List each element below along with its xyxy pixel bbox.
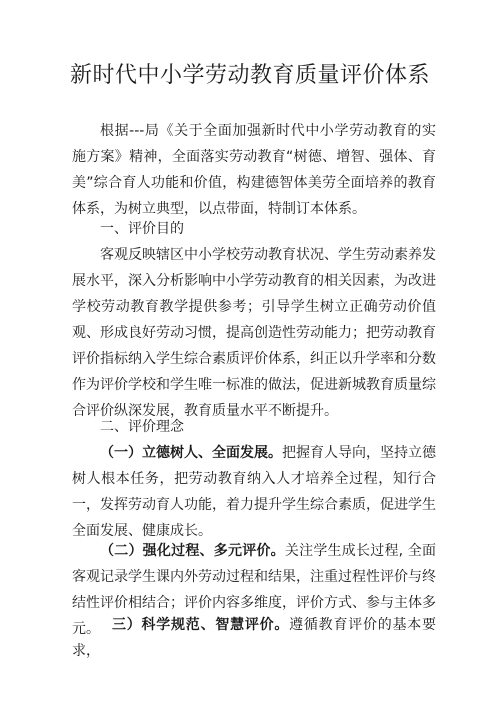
intro-paragraph: 根据---局《关于全面加强新时代中小学劳动教育的实施方案》精神，全面落实劳动教育“树德、增智、强体、育美”综合育人功能和价值，构建德智体美劳全面培养的教育体系，为树立典型，以点带面，特制订本体系。 xyxy=(72,123,436,217)
section-heading-purpose: 一、评价目的 xyxy=(100,221,184,237)
philosophy-item-1-lead: （一）立德树人、全面发展。 xyxy=(100,445,282,461)
philosophy-item-2-lead: （二）强化过程、多元评价。 xyxy=(100,543,285,559)
purpose-paragraph: 客观反映辖区中小学校劳动教育状况、学生劳动素养发展水平，深入分析影响中小学劳动教育的相关因素，为改进学校劳动教育教学提供参考；引导学生树立正确劳动价值观、形成良好劳动习惯，提高创造性劳动能力；把劳动教育评价指标纳入学生综合素质评价体系，纠正以升学率和分数作为评价学校和学生唯一标准的做法，促进新城教育质量综合评价纵深发展，教育质量水平不断提升。 xyxy=(72,247,436,419)
philosophy-item-2-text: 关注学生成长过程, 全面客观记录学生课内外劳动过程和结果，注重过程性评价与终结性评价相结合；评价内容多维度，评价方式、参与主体多元。 xyxy=(72,543,437,637)
philosophy-item-3 xyxy=(72,612,436,664)
section-heading-philosophy: 二、评价理念 xyxy=(100,419,184,435)
philosophy-item-1-text: 把握育人导向，坚持立德树人根本任务，把劳动教育纳入人才培养全过程，知行合一，发挥劳动育人功能，着力提升学生综合素质，促进学生全面发展、健康成长。 xyxy=(72,445,436,539)
philosophy-item-1 xyxy=(72,440,436,544)
philosophy-item-3-lead: 三）科学规范、智慧评价。 xyxy=(112,617,290,633)
philosophy-item-3-text: 遵循教育评价的基本要求， xyxy=(72,617,437,659)
document-title: 新时代中小学劳动教育质量评价体系 xyxy=(69,63,430,88)
